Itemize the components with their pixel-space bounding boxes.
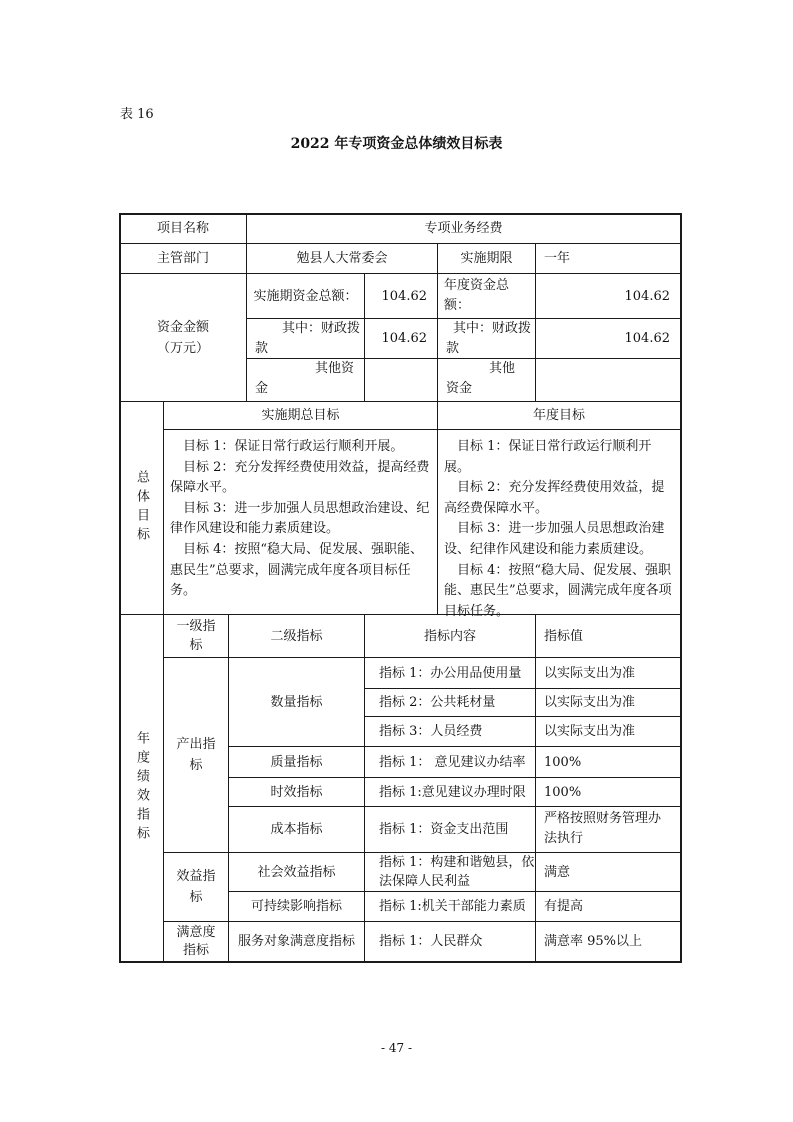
fiscal-funds-value: 104.62 bbox=[381, 331, 427, 346]
quality-indicator-label: 质量指标 bbox=[270, 754, 323, 770]
period-label: 实施期限 bbox=[460, 251, 513, 266]
annual-goals-list bbox=[438, 437, 680, 619]
overall-goal-side-text: 总体目标 bbox=[134, 470, 149, 546]
annual-total-label bbox=[444, 276, 536, 318]
sustainability-label: 可持续影响指标 bbox=[250, 899, 342, 914]
table-number-label: 表 16 bbox=[120, 107, 154, 122]
service-satisfaction-label: 服务对象满意度指标 bbox=[237, 934, 355, 949]
annual-fiscal-label bbox=[438, 319, 535, 358]
annual-total-label-line2: 额： bbox=[444, 298, 471, 313]
cost-value-line1: 严格按照财务管理办 bbox=[544, 811, 662, 826]
quantity-indicator-label: 数量指标 bbox=[270, 694, 323, 710]
annual-goal-header: 年度目标 bbox=[532, 408, 585, 423]
annual-fiscal-value: 104.62 bbox=[624, 331, 670, 346]
other-funds-label bbox=[247, 359, 364, 401]
annual-other-label-line2: 资金 bbox=[446, 381, 473, 396]
social-content-line2: 法保障人民利益 bbox=[379, 874, 471, 889]
level1-header-line2: 标 bbox=[189, 638, 203, 653]
social-content-line1: 指标 1：构建和谐勉县，依 bbox=[379, 855, 535, 870]
annual-other-label-line1: 其他 bbox=[488, 361, 515, 376]
annual-total-value: 104.62 bbox=[624, 288, 670, 304]
output-indicator-label bbox=[164, 658, 228, 852]
period-goal-item: 目标 3：进一步加强人员思想政治建设、纪律作风建设和能力素质建设。 bbox=[170, 500, 430, 537]
satisfaction-indicator-label bbox=[164, 922, 228, 961]
total-funds-label: 实施期资金总额： bbox=[253, 288, 358, 304]
quantity-row-value: 以实际支出为准 bbox=[544, 665, 636, 681]
cost-value bbox=[536, 807, 680, 852]
output-label-line1: 产出指 bbox=[176, 737, 216, 752]
benefit-indicator-label bbox=[164, 853, 228, 921]
fiscal-funds-label bbox=[247, 319, 364, 358]
annual-other-funds-label bbox=[438, 359, 535, 401]
period-goals-list bbox=[164, 437, 437, 613]
funds-amount-label bbox=[120, 274, 246, 401]
value-header: 指标值 bbox=[544, 628, 584, 644]
total-funds-value: 104.62 bbox=[381, 288, 427, 304]
annual-goal-item: 目标 4：按照“稳大局、促发展、强职能、惠民生”总要求，圆满完成年度各项目标任务。 bbox=[444, 562, 672, 619]
timeliness-indicator-label: 时效指标 bbox=[270, 784, 323, 800]
overall-goal-side-label bbox=[120, 402, 163, 614]
content-header: 指标内容 bbox=[423, 628, 476, 644]
social-benefit-label: 社会效益指标 bbox=[257, 864, 336, 880]
quantity-row-value: 以实际支出为准 bbox=[544, 724, 636, 739]
output-label-line2: 标 bbox=[189, 758, 203, 773]
satisfaction-content: 指标 1：人民群众 bbox=[379, 934, 483, 949]
cost-content: 指标 1：资金支出范围 bbox=[379, 822, 509, 837]
period-goal-item: 目标 1：保证日常行政运行顺利开展。 bbox=[183, 439, 404, 454]
satisfaction-label-line1: 满意度 bbox=[176, 924, 216, 940]
quantity-row-content: 指标 3：人员经费 bbox=[379, 724, 483, 739]
funds-label-line2: （万元） bbox=[156, 340, 209, 356]
benefit-label-line1: 效益指 bbox=[176, 869, 216, 884]
social-benefit-value: 满意 bbox=[544, 864, 571, 880]
document-title: 2022 年专项资金总体绩效目标表 bbox=[290, 136, 503, 152]
period-goal-item: 目标 2：充分发挥经费使用效益，提高经费保障水平。 bbox=[170, 459, 430, 496]
quantity-row-value: 以实际支出为准 bbox=[544, 695, 636, 710]
page-number: - 47 - bbox=[380, 1041, 412, 1055]
level1-header bbox=[164, 615, 228, 657]
sustainability-value: 有提高 bbox=[544, 899, 584, 914]
project-name-value: 专项业务经费 bbox=[424, 221, 503, 236]
period-goal-item: 目标 4：按照“稳大局、促发展、强职能、惠民生”总要求，圆满完成年度各项目标任务。 bbox=[170, 541, 424, 599]
other-label-line2: 金 bbox=[255, 381, 269, 396]
sustainability-content: 指标 1:机关干部能力素质 bbox=[379, 899, 526, 914]
annual-goal-item: 目标 1：保证日常行政运行顺利开展。 bbox=[444, 439, 652, 475]
satisfaction-label-line2: 指标 bbox=[182, 942, 209, 958]
satisfaction-value: 满意率 95%以上 bbox=[544, 934, 643, 949]
period-goal-header: 实施期总目标 bbox=[261, 408, 340, 423]
department-value: 勉县人大常委会 bbox=[296, 251, 388, 266]
annual-goal-item: 目标 3：进一步加强人员思想政治建设、纪律作风建设和能力素质建设。 bbox=[444, 521, 665, 557]
indicators-side-text: 年度绩效指标 bbox=[134, 731, 149, 845]
funds-label-line1: 资金金额 bbox=[156, 319, 209, 335]
annual-fiscal-label-line1: 其中：财政拨 bbox=[452, 321, 531, 336]
annual-total-label-line1: 年度资金总 bbox=[444, 278, 510, 293]
other-label-line1: 其他资 bbox=[314, 361, 354, 376]
indicators-side-label bbox=[120, 615, 163, 961]
cost-value-line2: 法执行 bbox=[544, 831, 584, 846]
level1-header-line1: 一级指 bbox=[176, 619, 216, 634]
fiscal-label-line1: 其中：财政拨 bbox=[281, 321, 360, 336]
social-benefit-content bbox=[365, 853, 535, 891]
quantity-row-content: 指标 2：公共耗材量 bbox=[379, 695, 496, 710]
quantity-row-content: 指标 1：办公用品使用量 bbox=[379, 665, 522, 681]
project-name-label: 项目名称 bbox=[156, 221, 209, 236]
quality-value: 100% bbox=[544, 754, 582, 770]
cost-indicator-label: 成本指标 bbox=[270, 822, 323, 837]
period-value: 一年 bbox=[544, 251, 571, 266]
annual-fiscal-label-line2: 款 bbox=[446, 341, 460, 356]
department-label: 主管部门 bbox=[156, 251, 209, 266]
level2-header: 二级指标 bbox=[270, 628, 323, 644]
annual-goal-item: 目标 2：充分发挥经费使用效益，提高经费保障水平。 bbox=[444, 480, 665, 516]
benefit-label-line2: 标 bbox=[189, 890, 203, 905]
timeliness-content: 指标 1:意见建议办理时限 bbox=[379, 784, 526, 800]
quality-content: 指标 1： 意见建议办结率 bbox=[379, 754, 526, 770]
fiscal-label-line2: 款 bbox=[255, 341, 269, 356]
timeliness-value: 100% bbox=[544, 784, 582, 800]
